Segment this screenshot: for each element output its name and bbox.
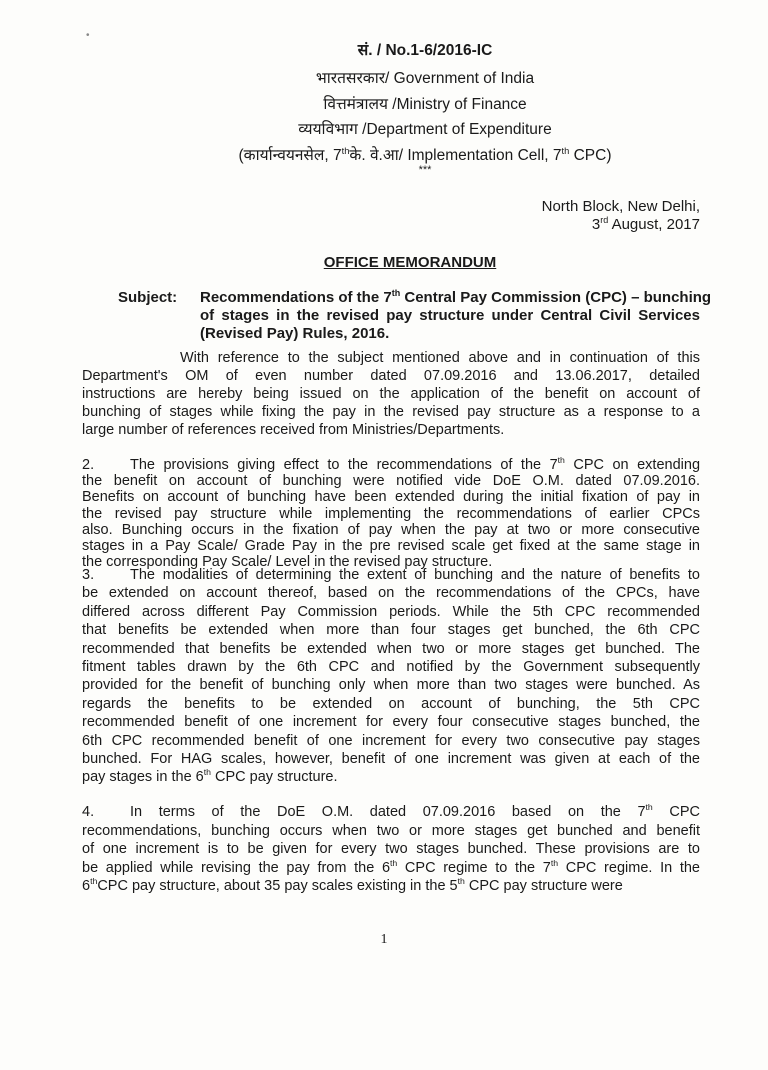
paragraph-1 xyxy=(82,349,700,439)
paragraph-number: 2. xyxy=(82,457,95,473)
superscript: rd xyxy=(600,215,609,225)
superscript: th xyxy=(391,288,401,298)
page-number: 1 xyxy=(380,932,388,947)
scan-speck: • xyxy=(86,30,90,41)
text-line: provided for the benefit of bunching only when more than two stages were bunched. As xyxy=(82,677,700,694)
text-line: 6th CPC recommended benefit of one increment for every two consecutive pay stages xyxy=(82,732,700,749)
superscript: th xyxy=(557,455,565,466)
text-line: the revised pay structure while implementing the recommendations of earlier CPCs xyxy=(82,505,700,522)
text-line: 3rd August, 2017 xyxy=(591,215,700,233)
text-line: (Revised Pay) Rules, 2016. xyxy=(200,325,390,342)
text-line: large number of references received from Ministries/Departments. xyxy=(82,422,505,438)
superscript: th xyxy=(561,145,570,156)
separator-stars: *** xyxy=(418,164,432,176)
text-line: of one increment is to be given for every two stages bunched. These provisions are to xyxy=(82,841,700,857)
text-line: bunched. For HAG scales, however, benefit of one increment was given at each of the xyxy=(82,751,700,768)
text-line: recommended that benefits be extended when two or more stages get bunched. The xyxy=(82,640,700,657)
subject-label: Subject: xyxy=(118,289,178,306)
superscript: th xyxy=(550,857,559,868)
paragraph-3 xyxy=(82,566,700,787)
subject-text xyxy=(200,288,712,343)
superscript: th xyxy=(341,145,350,156)
date xyxy=(592,216,700,233)
text-line: 6thCPC pay structure, about 35 pay scales existing in the 5th CPC pay structure were xyxy=(82,876,623,894)
text-line: regards the benefits to be extended on account of bunching, the 5th CPC xyxy=(82,695,700,712)
text-line: be applied while revising the pay from the 6th CPC regime to the 7th CPC regime. In the xyxy=(82,857,700,876)
paragraph-2 xyxy=(82,457,700,570)
text-line: (कार्यान्वयनसेल, 7thके. वे.आ/ Implementation Cell, 7th CPC) xyxy=(238,145,612,164)
reference-number: सं. / No.1-6/2016-IC xyxy=(357,42,493,59)
document-title: OFFICE MEMORANDUM xyxy=(323,254,497,271)
text-line: Benefits on account of bunching have been extended during the initial fixation of pay in xyxy=(82,489,700,506)
text-line: Recommendations of the 7th Central Pay Commission (CPC) – bunching xyxy=(200,288,712,306)
implementation-cell-line xyxy=(0,143,768,165)
text-line: stages in a Pay Scale/ Grade Pay in the pre revised scale get fixed at the same stage in xyxy=(82,538,700,555)
text-line: the benefit on account of bunching were notified vide DoE O.M. dated 07.09.2016. xyxy=(82,473,700,490)
paragraph-number: 4. xyxy=(82,804,95,820)
superscript: th xyxy=(390,857,398,868)
text-line: be extended on account thereof, based on the recommendations of the CPCs, have xyxy=(82,585,700,602)
text-line: fitment tables drawn by the 6th CPC and notified by the Government subsequently xyxy=(82,659,700,676)
text-line: also. Bunching occurs in the fixation of pay when the pay at two or more consecutive xyxy=(82,521,700,538)
place: North Block, New Delhi, xyxy=(541,198,700,215)
paragraph-4 xyxy=(82,803,700,896)
text-line: 4. In terms of the DoE O.M. dated 07.09.2016 based on the 7th CPC xyxy=(82,802,700,820)
superscript: th xyxy=(90,876,98,887)
paragraph-number: 3. xyxy=(82,567,95,583)
superscript: th xyxy=(203,767,211,778)
text-line: the corresponding Pay Scale/ Level in the revised pay structure. xyxy=(82,554,493,571)
text-line: With reference to the subject mentioned above and in continuation of this xyxy=(180,350,700,366)
text-line: 2. The provisions giving effect to the recommendations of the 7th CPC on extending xyxy=(82,455,701,473)
superscript: th xyxy=(645,802,653,813)
text-line: instructions are hereby being issued on the application of the benefit on account of xyxy=(82,386,700,402)
text-line: Department's OM of even number dated 07.09.2016 and 13.06.2017, detailed xyxy=(82,368,700,384)
text-line: of stages in the revised pay structure under Central Civil Services xyxy=(200,307,700,324)
text-line: recommended benefit of one increment for every four consecutive stages bunched, the xyxy=(82,714,700,731)
text-line: that benefits be extended when more than four stages get bunched, the 6th CPC xyxy=(82,622,700,639)
ministry-line: वित्तमंत्रालय /Ministry of Finance xyxy=(323,96,527,113)
department-line: व्ययविभाग /Department of Expenditure xyxy=(298,121,552,138)
government-line: भारतसरकार/ Government of India xyxy=(315,70,535,87)
text-line: bunching of stages while fixing the pay in the revised pay structure as a response to a xyxy=(82,404,700,420)
superscript: th xyxy=(457,876,465,887)
text-line: 3. The modalities of determining the extent of bunching and the nature of benefits to xyxy=(82,567,700,583)
text-line: differed across different Pay Commission periods. While the 5th CPC recommended xyxy=(82,603,700,620)
text-line: pay stages in the 6th CPC pay structure. xyxy=(82,767,338,786)
text-line: recommendations, bunching occurs when two or more stages get bunched and benefit xyxy=(82,822,700,839)
